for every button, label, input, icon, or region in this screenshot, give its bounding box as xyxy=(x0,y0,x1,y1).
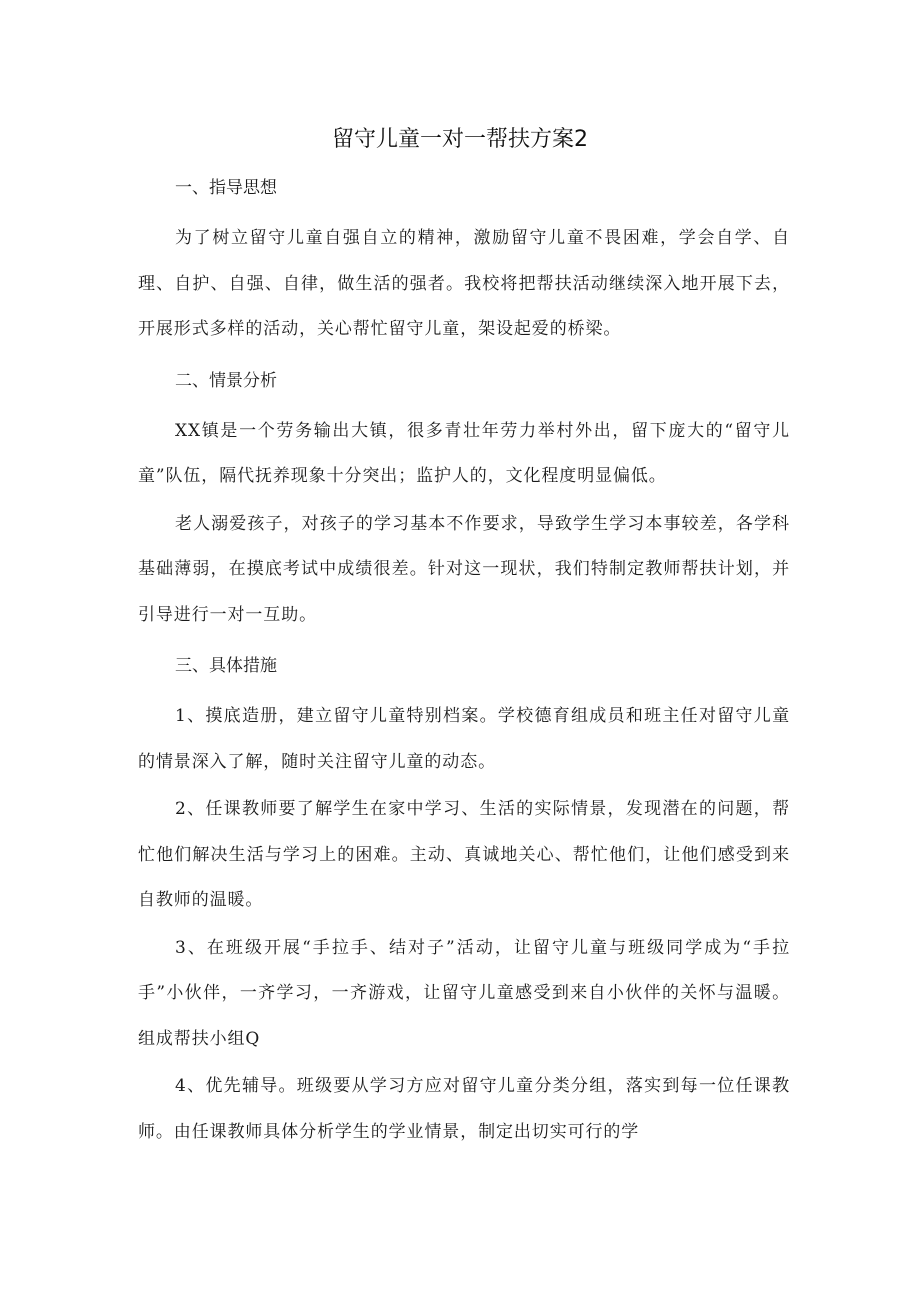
section-heading-specific-measures: 三、具体措施 xyxy=(175,656,277,676)
section-heading-situation-analysis: 二、情景分析 xyxy=(175,370,277,391)
paragraph-measure-4: 4、优先辅导。班级要从学习方应对留守儿童分类分组，落实到每一位任课教师。由任课教师具体分析学生的学业情景，制定出切实可行的学 xyxy=(138,1076,790,1142)
document-title: 留守儿童一对一帮扶方案2 xyxy=(332,127,588,152)
paragraph-situation-1: XX镇是一个劳务输出大镇，很多青壮年劳力举村外出，留下庞大的“留守儿童”队伍，隔代抚养现象十分突出；监护人的，文化程度明显偏低。 xyxy=(138,420,790,486)
section-heading-guiding-ideology: 一、指导思想 xyxy=(175,178,277,198)
paragraph-measure-3: 3、在班级开展“手拉手、结对子”活动，让留守儿童与班级同学成为“手拉手”小伙伴，一齐学习，一齐游戏，让留守儿童感受到来自小伙伴的关怀与温暖。组成帮扶小组Q xyxy=(138,937,790,1049)
paragraph-measure-2: 2、任课教师要了解学生在家中学习、生活的实际情景，发现潜在的问题，帮忙他们解决生活与学习上的困难。主动、真诚地关心、帮忙他们，让他们感受到来自教师的温暖。 xyxy=(138,799,790,910)
document-body xyxy=(138,170,790,1155)
paragraph-situation-2: 老人溺爱孩子，对孩子的学习基本不作要求，导致学生学习本事较差，各学科基础薄弱，在摸底考试中成绩很差。针对这一现状，我们特制定教师帮扶计划，并引导进行一对一互助。 xyxy=(138,513,790,625)
paragraph-measure-1: 1、摸底造册，建立留守儿童特别档案。学校德育组成员和班主任对留守儿童的情景深入了解，随时关注留守儿童的动态。 xyxy=(138,706,790,772)
paragraph-guiding-ideology: 为了树立留守儿童自强自立的精神，激励留守儿童不畏困难，学会自学、自理、自护、自强、自律，做生活的强者。我校将把帮扶活动继续深入地开展下去，开展形式多样的活动，关心帮忙留守儿童，架设起爱的桥梁。 xyxy=(138,228,790,339)
